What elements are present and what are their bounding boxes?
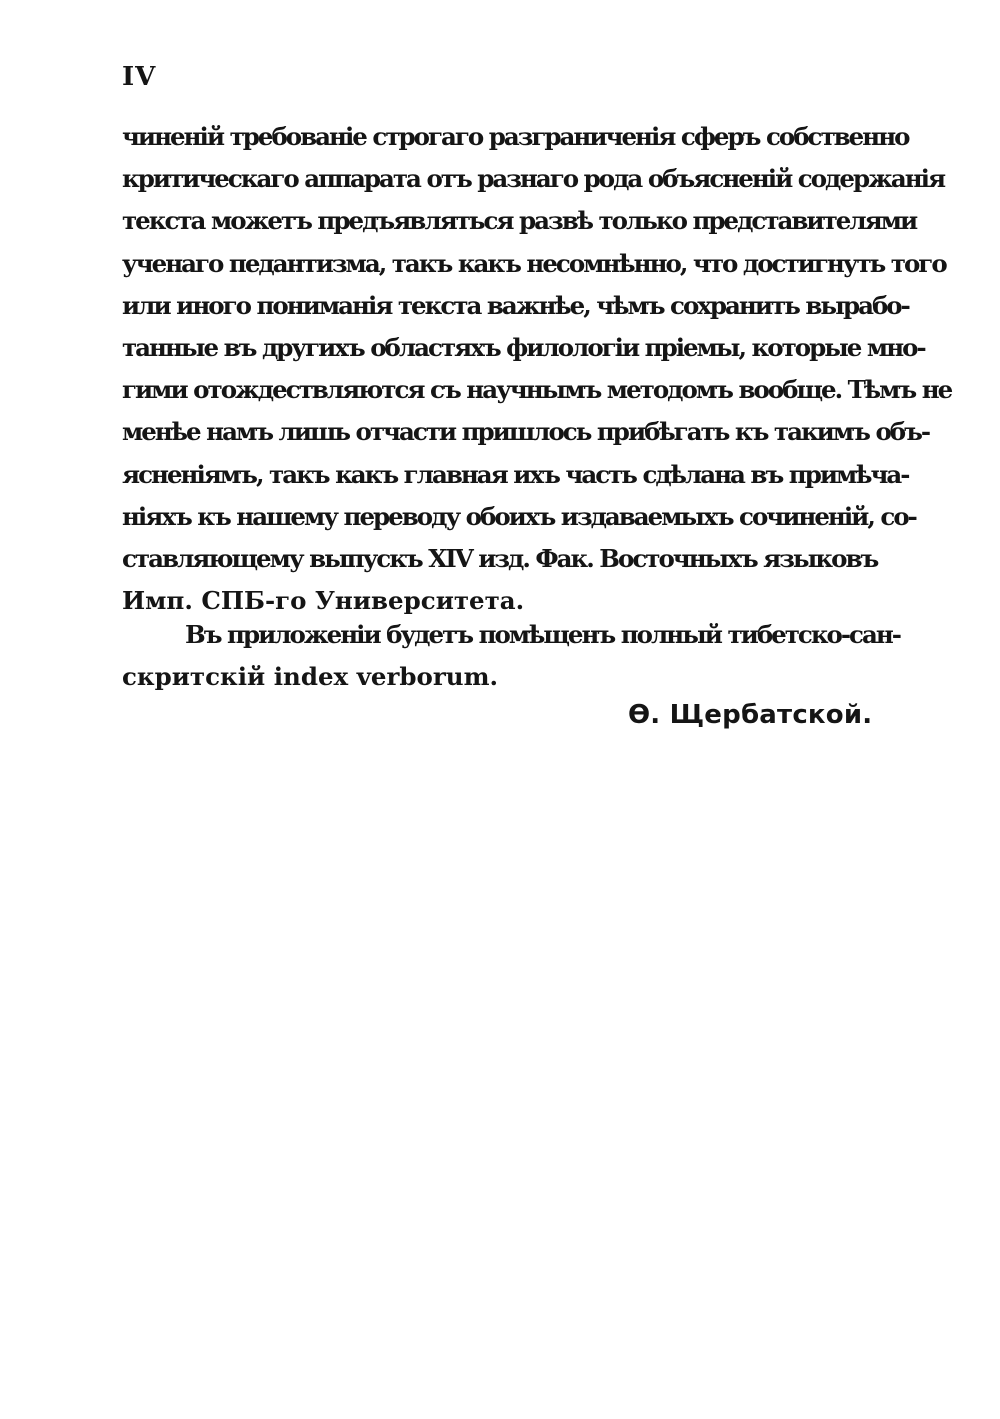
text-line: ученаго педантизма, такъ какъ несомнѣнно, что достигнуть того	[122, 248, 946, 278]
text-line: Имп. СПБ-го Университета.	[122, 586, 525, 616]
paragraph-1	[122, 116, 952, 622]
text-line: ясненіямъ, такъ какъ главная ихъ часть сдѣлана въ примѣча-	[122, 459, 909, 489]
text-line: гими отождествляются съ научнымъ методомъ вообще. Тѣмъ не	[122, 375, 952, 405]
text-line: менѣе намъ лишь отчасти пришлось прибѣгать къ такимъ объ-	[122, 417, 930, 447]
text-line: критическаго аппарата отъ разнаго рода объясненій содержанія	[122, 164, 945, 194]
text-line: чиненій требованіе строгаго разграниченія сферъ собственно	[122, 122, 909, 151]
paragraph-2	[122, 614, 900, 698]
text-line: ставляющему выпускъ XIV изд. Фак. Восточныхъ языковъ	[122, 543, 878, 573]
text-line: текста можетъ предъявляться развѣ только представителями	[122, 206, 917, 236]
text-line: танные въ другихъ областяхъ филологіи пріемы, которые мно-	[122, 332, 925, 362]
text-line: ніяхъ къ нашему переводу обоихъ издаваемыхъ сочиненій, со-	[122, 501, 916, 531]
page-number: IV	[122, 62, 157, 92]
text-line: скритскій index verborum.	[122, 662, 499, 692]
author-signature: Ѳ. Щербатской.	[628, 700, 873, 730]
text-line: Въ приложеніи будетъ помѣщенъ полный тибетско-сан-	[185, 620, 900, 649]
text-line: или иного пониманія текста важнѣе, чѣмъ сохранить вырабо-	[122, 290, 909, 320]
